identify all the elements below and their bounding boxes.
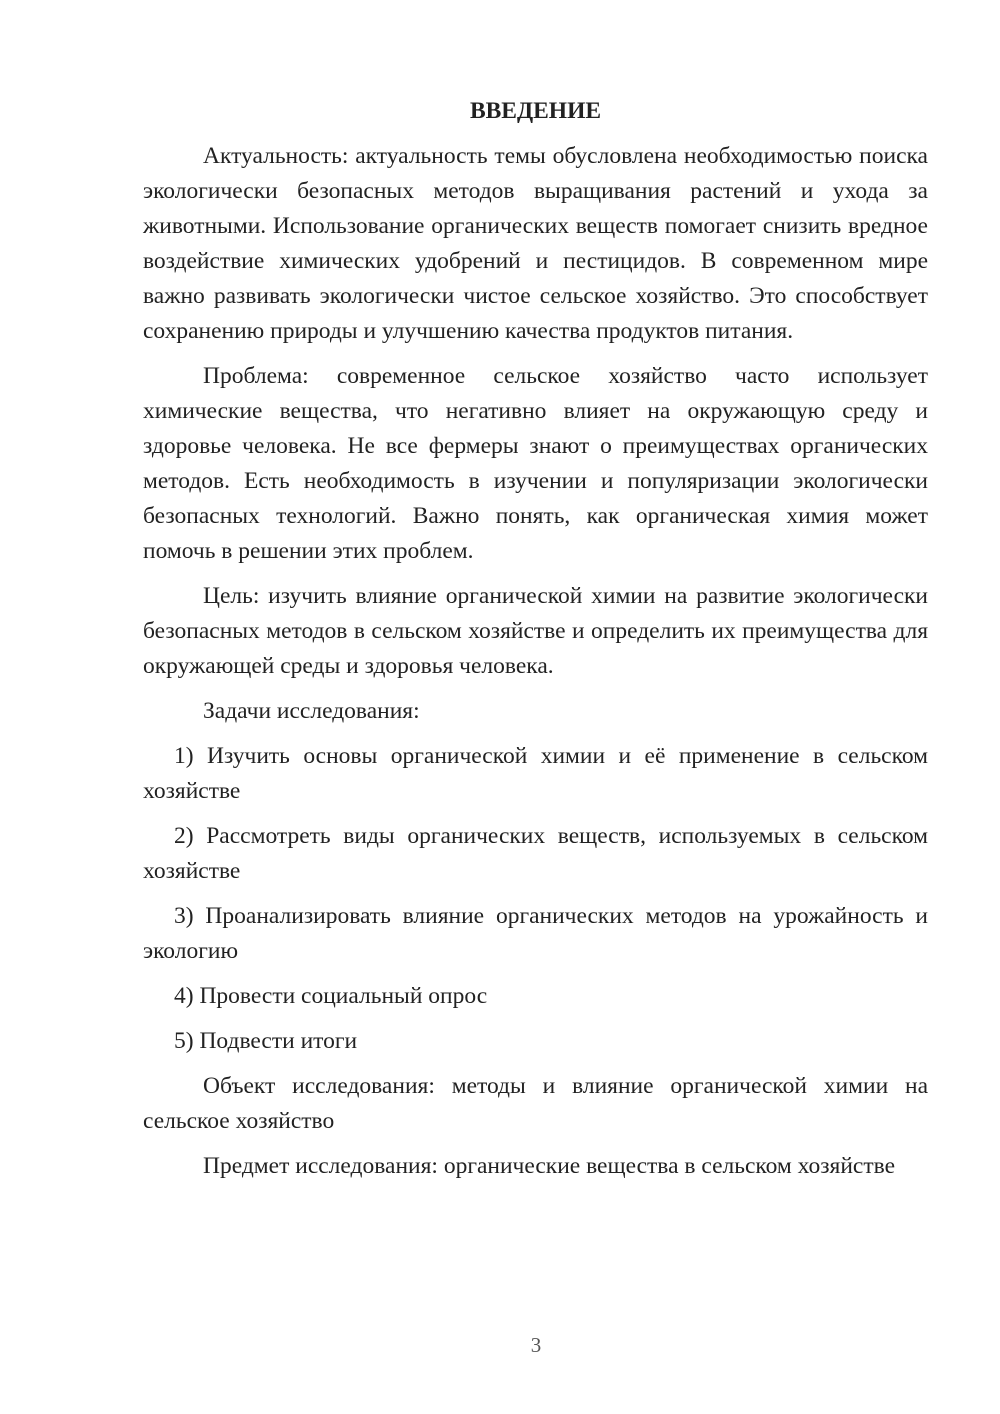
problem-paragraph: Проблема: современное сельское хозяйство часто использует химические вещества, что негативно влияет на окружающую среду и здоровье человека. Не все фермеры знают о преимуществах органических методов. Есть необходимость в изучении и популяризации экологически безопасных технологий. Важно понять, как органическая химия может помочь в решении этих проблем. xyxy=(143,363,928,564)
task-item-2: 2) Рассмотреть виды органических веществ, используемых в сельском хозяйстве xyxy=(143,823,928,884)
task-item-1: 1) Изучить основы органической химии и её применение в сельском хозяйстве xyxy=(143,743,928,804)
goal-paragraph: Цель: изучить влияние органической химии на развитие экологически безопасных методов в сельском хозяйстве и определить их преимущества для окружающей среды и здоровья человека. xyxy=(143,583,928,679)
document-page xyxy=(143,94,928,1194)
object-paragraph: Объект исследования: методы и влияние органической химии на сельское хозяйство xyxy=(143,1073,928,1134)
section-heading: ВВЕДЕНИЕ xyxy=(469,98,602,124)
task-item-3: 3) Проанализировать влияние органических методов на урожайность и экологию xyxy=(143,903,928,964)
task-item-5: 5) Подвести итоги xyxy=(174,1028,358,1054)
subject-paragraph: Предмет исследования: органические вещества в сельском хозяйстве xyxy=(203,1153,896,1179)
relevance-paragraph: Актуальность: актуальность темы обусловлена необходимостью поиска экологически безопасных методов выращивания растений и ухода за животными. Использование органических веществ помогает снизить вредное воздействие химических удобрений и пестицидов. В современном мире важно развивать экологически чистое сельское хозяйство. Это способствует сохранению природы и улучшению качества продуктов питания. xyxy=(143,143,928,344)
tasks-heading: Задачи исследования: xyxy=(203,698,420,724)
page-number: 3 xyxy=(530,1333,542,1357)
task-item-4: 4) Провести социальный опрос xyxy=(174,983,488,1009)
